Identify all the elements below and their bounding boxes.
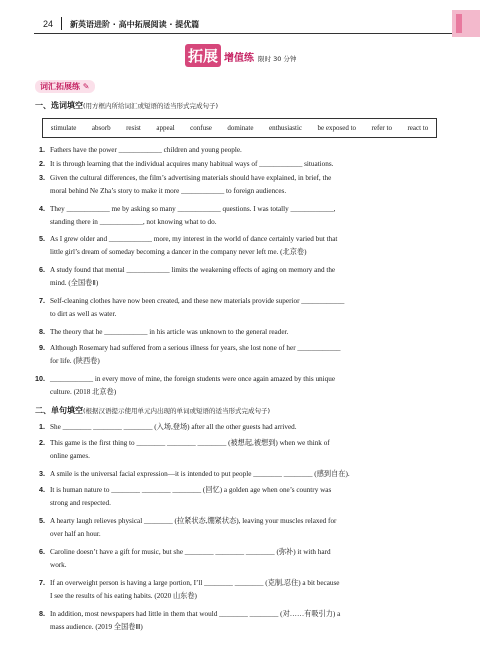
- question-cont: over half an hour.: [50, 530, 101, 538]
- decorative-tab: [452, 10, 480, 37]
- question-cont: for life. (陕西卷): [50, 357, 100, 365]
- question: 7. Self-cleaning clothes have now been created, and these new materials provide superior ____________: [39, 296, 345, 305]
- question-cont: little girl’s dream of someday becoming a dancer in the company never left me. (北京卷): [50, 248, 307, 256]
- banner-sub: 增值练: [224, 53, 255, 64]
- word-item: absorb: [91, 124, 111, 132]
- word-item: stimulate: [50, 124, 77, 132]
- question: 1. She ________ ________ ________ (入场,登场) after all the other guests had arrived.: [39, 422, 297, 431]
- question-cont: standing there in ____________, not knowing what to do.: [50, 218, 217, 226]
- section-banner: [185, 44, 296, 67]
- word-item: resist: [126, 124, 141, 132]
- section-1-note: (用方框内所给词汇或短语的适当形式完成句子): [83, 102, 219, 110]
- page-header: [0, 0, 480, 40]
- section-1-title: 一、选词填空: [35, 101, 83, 110]
- question: 1. Fathers have the power ____________ children and young people.: [39, 145, 242, 154]
- question: 8. In addition, most newspapers had little in them that would ________ ________ (对……有吸引力) a: [39, 609, 341, 618]
- time-limit: 限时 30 分钟: [258, 55, 297, 63]
- question-cont: work.: [50, 561, 67, 569]
- question: 5. As I grew older and ____________ more, my interest in the world of dance certainly varied but that: [39, 234, 338, 243]
- question-cont: I see the results of his eating habits. (2020 山东卷): [50, 592, 197, 600]
- question: 2. It is through learning that the individual acquires many habitual ways of ____________ situations.: [39, 159, 334, 168]
- word-item: enthusiastic: [268, 124, 303, 132]
- word-item: appeal: [156, 124, 175, 132]
- question: 10. ____________ in every move of mine, the foreign students were once again amazed by this unique: [35, 374, 336, 383]
- question: 3. Given the cultural differences, the film’s advertising materials should have explained, in brief, the: [39, 173, 332, 182]
- question-cont: culture. (2018 北京卷): [50, 388, 117, 396]
- question: 5. A hearty laugh relieves physical ________ (拉紧状态,绷紧状态), leaving your muscles relaxed for: [39, 516, 337, 525]
- question: 7. If an overweight person is having a large portion, I’ll ________ ________ (克制,忍住) a bit because: [39, 578, 340, 587]
- question-cont: online games.: [50, 452, 90, 460]
- vocab-tag: [35, 80, 95, 93]
- header-divider: [61, 17, 62, 30]
- word-item: confuse: [190, 124, 212, 132]
- question-cont: strong and respected.: [50, 499, 111, 507]
- question: 8. The theory that he ____________ in his article was unknown to the general reader.: [39, 327, 289, 336]
- section-1-heading: [35, 100, 218, 111]
- banner-main: 拓展: [185, 44, 221, 67]
- page-number: 24: [43, 19, 54, 29]
- question-cont: moral behind Ne Zha’s story to make it more ____________ to foreign audiences.: [50, 187, 287, 195]
- word-item: dominate: [227, 124, 254, 132]
- question-cont: mind. (全国卷Ⅱ): [50, 279, 99, 287]
- question: 6. A study found that mental ____________ limits the weakening effects of aging on memory and the: [39, 265, 336, 274]
- header-rule: [34, 33, 452, 34]
- word-item: refer to: [371, 124, 392, 132]
- book-title: 新英语进阶 · 高中拓展阅读 · 提优篇: [70, 20, 200, 29]
- question: 3. A smile is the universal facial expression—it is intended to put people ________ ________ (感到自在).: [39, 469, 350, 478]
- question-cont: to dirt as well as water.: [50, 310, 117, 318]
- word-item: be exposed to: [317, 124, 357, 132]
- section-2-title: 二、单句填空: [35, 406, 83, 415]
- pencil-icon: ✎: [82, 82, 90, 91]
- question: 9. Although Rosemary had suffered from a serious illness for years, she lost none of her ____________: [39, 343, 341, 352]
- vocab-tag-label: 词汇拓展练: [40, 82, 80, 91]
- question-cont: mass audience. (2019 全国卷Ⅲ): [50, 623, 143, 631]
- question: 4. It is human nature to ________ ________ ________ (回忆) a golden age when one’s country was: [39, 485, 332, 494]
- word-item: react to: [407, 124, 429, 132]
- section-2-heading: [35, 405, 270, 416]
- section-2-note: (根据汉语提示使用单元内出现的单词或短语的适当形式完成句子): [83, 407, 271, 415]
- word-bank: [42, 118, 437, 138]
- question: 2. This game is the first thing to ________ ________ ________ (被想起,被想到) when we think of: [39, 438, 330, 447]
- question: 4. They ____________ me by asking so many ____________ questions. I was totally ____________,: [39, 204, 336, 213]
- question: 6. Caroline doesn’t have a gift for music, but she ________ ________ ________ (弥补) it with hard: [39, 547, 331, 556]
